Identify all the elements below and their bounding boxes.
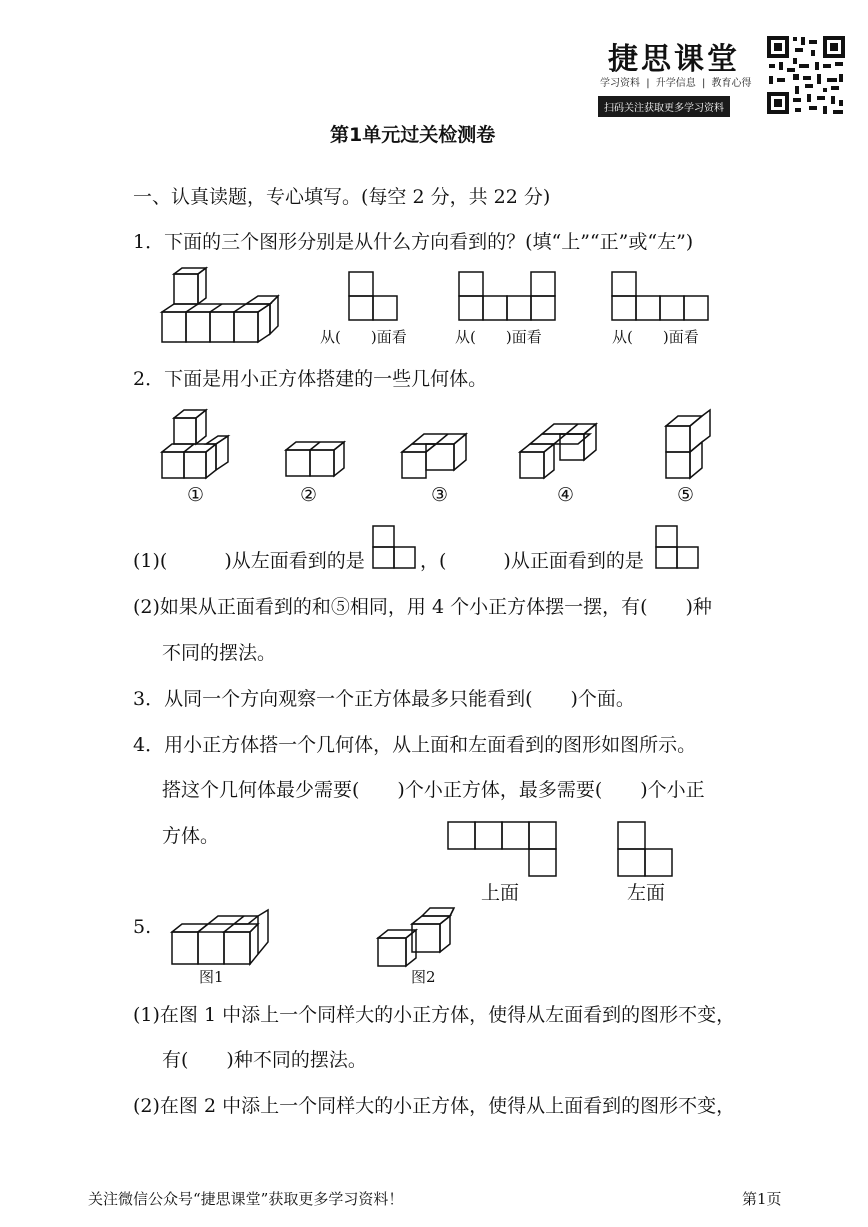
q4-top-label: 上面 <box>481 882 520 904</box>
q4-left-label: 左面 <box>627 882 666 904</box>
q1-view-3 <box>610 270 710 322</box>
question-1: 1．下面的三个图形分别是从什么方向看到的？(填“上”“正”或“左”) <box>133 231 694 253</box>
q2-sub1-part-b: ，( )从正面看到的是 <box>420 550 644 572</box>
q5-figure-1 <box>170 910 270 968</box>
q2-left-view <box>371 524 417 570</box>
q2-num-2: ② <box>300 484 318 506</box>
brand-bar: 扫码关注获取更多学习资料 <box>598 96 730 117</box>
brand-tag: 教育心得 <box>711 78 752 89</box>
footer-note: 关注微信公众号“捷思课堂”获取更多学习资料！ <box>88 1190 404 1208</box>
question-4-line3: 方体。 <box>162 825 220 847</box>
section-heading: 一、认真读题，专心填写。(每空 2 分，共 22 分) <box>133 186 551 208</box>
question-3: 3．从同一个方向观察一个正方体最多只能看到( )个面。 <box>133 688 635 710</box>
qr-code-icon[interactable] <box>765 34 847 116</box>
q1-view-2 <box>457 270 557 322</box>
q2-sub2-line1: (2)如果从正面看到的和⑤相同，用 4 个小正方体摆一摆，有( )种 <box>133 596 712 618</box>
brand-tag: 升学信息 <box>655 78 696 89</box>
question-4-line1: 4．用小正方体搭一个几何体，从上面和左面看到的图形如图所示。 <box>133 734 697 756</box>
q1-solid-figure <box>160 268 285 348</box>
q2-num-5: ⑤ <box>677 484 695 506</box>
q5-figure-2 <box>376 904 456 970</box>
q5-sub1-line2: 有( )种不同的摆法。 <box>162 1049 367 1071</box>
brand-name: 捷思课堂 <box>608 42 740 77</box>
brand-tag: 学习资料 <box>600 78 640 89</box>
q5-figure-1-label: 图1 <box>199 968 224 986</box>
page-title: 第1单元过关检测卷 <box>330 124 496 146</box>
question-5-num: 5. <box>133 916 152 938</box>
question-2: 2．下面是用小正方体搭建的一些几何体。 <box>133 368 488 390</box>
q2-solid-2 <box>284 440 344 482</box>
q2-solid-3 <box>400 430 470 482</box>
q5-sub1-line1: (1)在图 1 中添上一个同样大的小正方体，使得从左面看到的图形不变， <box>133 1004 736 1026</box>
q2-sub1-part-a: (1)( )从左面看到的是 <box>133 550 365 572</box>
q2-solid-4 <box>518 420 598 482</box>
q2-num-1: ① <box>187 484 205 506</box>
brand-tags: 学习资料 | 升学信息 | 教育心得 <box>600 78 752 89</box>
page-number: 第1页 <box>742 1190 782 1208</box>
q1-label-2: 从( )面看 <box>455 328 542 346</box>
q1-label-1: 从( )面看 <box>320 328 407 346</box>
q1-label-3: 从( )面看 <box>612 328 699 346</box>
question-4-line2: 搭这个几何体最少需要( )个小正方体，最多需要( )个小正 <box>162 779 705 801</box>
q2-num-4: ④ <box>557 484 575 506</box>
q2-sub2-line2: 不同的摆法。 <box>162 642 277 664</box>
q4-top-view <box>446 820 558 878</box>
q2-front-view <box>654 524 700 570</box>
q2-solid-5 <box>664 410 714 482</box>
q5-figure-2-label: 图2 <box>411 968 436 986</box>
q1-view-1 <box>347 270 399 322</box>
q4-left-view <box>616 820 674 878</box>
q2-solid-1 <box>160 410 232 482</box>
q5-sub2-line1: (2)在图 2 中添上一个同样大的小正方体，使得从上面看到的图形不变， <box>133 1095 736 1117</box>
q2-num-3: ③ <box>431 484 449 506</box>
